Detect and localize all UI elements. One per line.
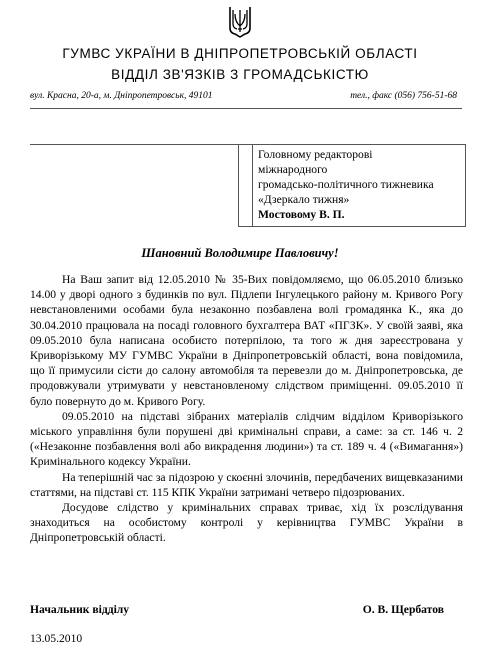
department-name: ВІДДІЛ ЗВ'ЯЗКІВ З ГРОМАДСЬКІСТЮ bbox=[111, 67, 369, 82]
addressee-name: Мостовому В. П. bbox=[258, 208, 345, 221]
body-paragraph: Досудове слідство у кримінальних справах триває, хід їх розслідування знаходиться на особистому контролі у керівництва ГУМВС України в Дніпропетровській області. bbox=[30, 501, 463, 545]
trident-emblem-icon bbox=[228, 4, 252, 38]
organization-name: ГУМВС УКРАЇНИ В ДНІПРОПЕТРОВСЬКІЙ ОБЛАСТІ bbox=[62, 46, 418, 61]
addressee-line: міжнародного bbox=[258, 163, 328, 176]
header-rule bbox=[30, 108, 462, 109]
addressee-block bbox=[258, 147, 463, 222]
letter-date: 13.05.2010 bbox=[30, 632, 83, 645]
addressee-line: Головному редакторові bbox=[258, 148, 373, 161]
phone-fax: тел., факс (056) 756-51-68 bbox=[350, 91, 457, 101]
addressee-divider bbox=[252, 144, 253, 227]
addressee-line: громадсько-політичного тижневика bbox=[258, 178, 434, 191]
letter-body bbox=[30, 272, 463, 546]
signatory-title: Начальник відділу bbox=[30, 603, 130, 616]
body-paragraph: На теперішній час за підозрою у скоєнні злочинів, передбачених вищевказаними статтями, на підставі ст. 115 КПК України затримані четверо підозрюваних. bbox=[30, 470, 463, 499]
postal-address: вул. Красна, 20-а, м. Дніпропетровськ, 49101 bbox=[30, 91, 213, 101]
signatory-name: О. В. Щербатов bbox=[362, 603, 444, 616]
addressee-line: «Дзеркало тижня» bbox=[258, 193, 350, 206]
body-paragraph: 09.05.2010 на підставі зібраних матеріалів слідчим відділом Криворізького міського управління були порушені дві кримінальні справи, а саме: за ст. 146 ч. 2 («Незаконне позбавлення волі або викрадення людини») та ст. 189 ч. 4 («Вимагання») Кримінального кодексу України. bbox=[30, 409, 463, 469]
salutation: Шановний Володимире Павловичу! bbox=[141, 246, 339, 260]
body-paragraph: На Ваш запит від 12.05.2010 № 35-Вих повідомляємо, що 06.05.2010 близько 14.00 у дворі одного з будинків по вул. Підлепи Інгулецького району м. Кривого Рогу невстановленими особами була незаконно позбавлена волі громадянка К., яка до 30.04.2010 працювала на посаді головного бухгалтера ВАТ «ПГЗК». У своїй заяві, яка 09.05.2010 була написана особисто потерпілою, та того ж дня зареєстрована у Криворізькому МУ ГУМВС України в Дніпропетровській області, вона повідомила, що її примусили сісти до салону автомобіля та перевезли до м. Дніпропетровська, де продовжували утримувати у невстановленому слідством приміщенні. 09.05.2010 її було повернуто до м. Кривого Рогу. bbox=[30, 273, 463, 408]
